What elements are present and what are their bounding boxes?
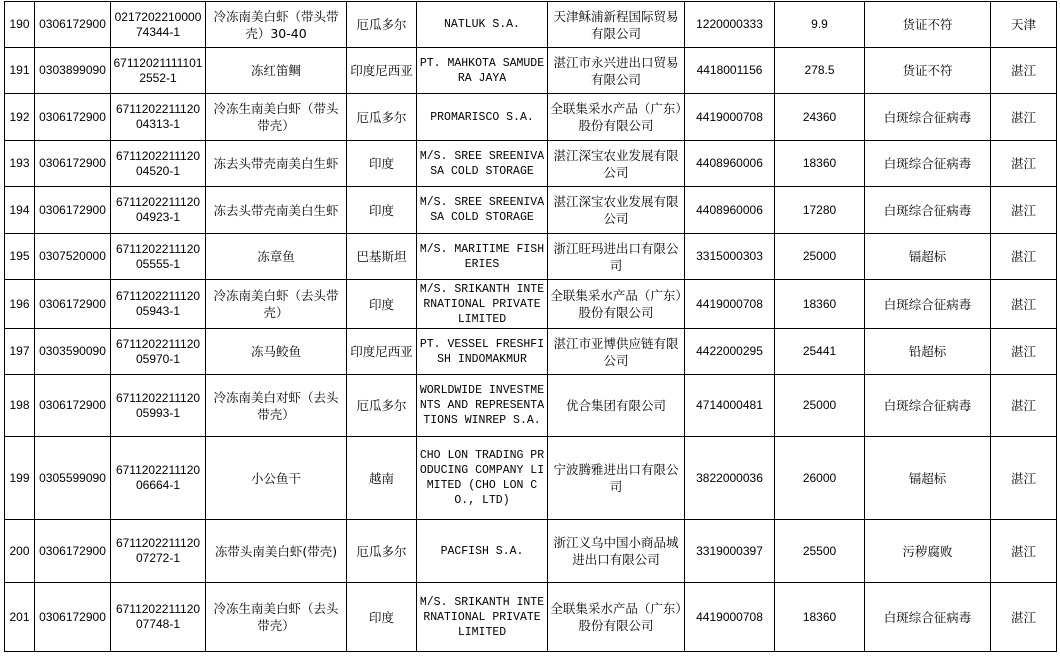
cell-producer: [417, 141, 548, 187]
cell-seq: [5, 2, 35, 48]
cell-origin: [347, 2, 417, 48]
cell-port: [991, 2, 1057, 48]
cell-product-text: 冻红笛鲷: [250, 63, 301, 78]
cell-port: [991, 437, 1057, 520]
cell-importer: [548, 94, 685, 141]
cell-producer-text: PT. VESSEL FRESHFISH INDOMAKMUR: [419, 337, 545, 366]
cell-origin-text: 印度: [368, 156, 394, 171]
cell-reason: [865, 520, 991, 583]
cell-hs-code-text: 0303899090: [39, 63, 106, 77]
cell-importer-code: [685, 437, 775, 520]
cell-declaration-no: [111, 234, 206, 280]
cell-declaration-no-text: 671120221112005943-1: [115, 289, 201, 318]
cell-hs-code-text: 0306172900: [39, 543, 106, 558]
cell-seq: [5, 329, 35, 375]
cell-hs-code: [35, 583, 111, 652]
cell-origin-text: 印度尼西亚: [350, 344, 413, 359]
records-body: [5, 2, 1057, 652]
cell-producer: [417, 437, 548, 520]
cell-producer-text: WORLDWIDE INVESTMENTS AND REPRESENTATIONS WINREP S.A.: [419, 384, 545, 427]
table-row: [5, 375, 1057, 437]
records-sheet: [4, 1, 1056, 662]
cell-product-text: 小公鱼干: [250, 470, 301, 486]
cell-importer-text: 全联集采水产品（广东）股份有限公司: [550, 288, 682, 320]
cell-port: [991, 375, 1057, 437]
cell-seq-text: 196: [9, 296, 30, 311]
cell-importer: [548, 437, 685, 520]
cell-weight: [775, 187, 865, 234]
cell-reason-text: 镉超标: [908, 249, 947, 264]
cell-product: [206, 280, 347, 329]
cell-declaration-no-text: 671120221112006664-1: [115, 463, 201, 492]
cell-seq: [5, 48, 35, 94]
cell-port-text: 湛江: [1010, 609, 1036, 625]
cell-producer: [417, 520, 548, 583]
cell-weight-text: 25000: [802, 398, 837, 412]
cell-declaration-no-text: 671120221112005555-1: [115, 241, 201, 271]
cell-origin: [347, 437, 417, 520]
cell-seq-text: 200: [9, 543, 30, 558]
cell-declaration-no: [111, 329, 206, 375]
cell-reason: [865, 94, 991, 141]
cell-hs-code: [35, 280, 111, 329]
cell-origin-text: 厄瓜多尔: [356, 543, 407, 559]
cell-importer-text: 全联集采水产品（广东）股份有限公司: [550, 601, 682, 633]
cell-product-text: 冷冻南美白对虾（去头带壳）: [213, 389, 339, 422]
cell-hs-code-text: 0306172900: [39, 109, 106, 124]
cell-producer-text: CHO LON TRADING PRODUCING COMPANY LIMITED (CHO LON CO., LTD): [419, 449, 545, 507]
cell-product: [206, 520, 347, 583]
cell-importer-text: 浙江义乌中国小商品城进出口有限公司: [553, 535, 679, 567]
cell-reason-text: 污秽腐败: [902, 543, 953, 559]
cell-product-text: 冻章鱼: [257, 249, 295, 264]
cell-importer-text: 湛江市亚博供应链有限公司: [553, 335, 679, 368]
cell-seq: [5, 234, 35, 280]
cell-hs-code-text: 0305599090: [39, 470, 106, 485]
cell-declaration-no-text: 671120221112004923-1: [115, 195, 201, 224]
cell-importer-code-text: 4418001156: [696, 63, 763, 77]
cell-seq: [5, 141, 35, 187]
cell-weight: [775, 375, 865, 437]
cell-origin: [347, 141, 417, 187]
cell-port-text: 湛江: [1010, 296, 1036, 312]
cell-product-text: 冻马鲛鱼: [250, 344, 301, 359]
cell-importer: [548, 187, 685, 234]
cell-importer-text: 湛江市永兴进出口贸易有限公司: [553, 54, 679, 87]
cell-origin-text: 厄瓜多尔: [356, 398, 407, 413]
cell-declaration-no-text: 671120221112007748-1: [115, 602, 201, 631]
cell-product: [206, 234, 347, 280]
cell-hs-code: [35, 48, 111, 94]
cell-reason-text: 白斑综合征病毒: [883, 156, 972, 171]
table-row: [5, 94, 1057, 141]
cell-declaration-no-text: 671120221112004313-1: [115, 102, 201, 131]
cell-declaration-no: [111, 94, 206, 141]
cell-weight: [775, 141, 865, 187]
cell-producer: [417, 187, 548, 234]
cell-hs-code: [35, 234, 111, 280]
cell-importer-code: [685, 583, 775, 652]
table-row: [5, 583, 1057, 652]
cell-seq-text: 195: [9, 249, 30, 263]
cell-reason: [865, 329, 991, 375]
cell-seq-text: 194: [9, 202, 30, 217]
cell-seq: [5, 280, 35, 329]
cell-hs-code-text: 0307520000: [39, 249, 106, 263]
cell-hs-code-text: 0306172900: [39, 296, 106, 311]
cell-seq: [5, 437, 35, 520]
cell-importer-code-text: 4408960006: [696, 156, 763, 170]
cell-origin: [347, 375, 417, 437]
cell-hs-code-text: 0306172900: [39, 202, 106, 217]
cell-seq: [5, 187, 35, 234]
cell-weight-text: 17280: [802, 202, 837, 217]
cell-weight-text: 24360: [802, 109, 837, 124]
cell-declaration-no: [111, 280, 206, 329]
cell-weight-text: 26000: [802, 470, 837, 485]
cell-declaration-no-text: 671120221112007272-1: [115, 536, 201, 565]
cell-importer-code: [685, 280, 775, 329]
cell-importer: [548, 234, 685, 280]
cell-port-text: 湛江: [1010, 109, 1036, 125]
cell-port: [991, 329, 1057, 375]
cell-seq: [5, 520, 35, 583]
cell-reason-text: 镉超标: [908, 470, 947, 486]
cell-port: [991, 520, 1057, 583]
cell-product: [206, 375, 347, 437]
cell-weight: [775, 583, 865, 652]
cell-hs-code: [35, 187, 111, 234]
cell-declaration-no: [111, 375, 206, 437]
cell-reason: [865, 375, 991, 437]
cell-importer-code-text: 3822000036: [696, 470, 763, 485]
cell-importer: [548, 280, 685, 329]
cell-declaration-no: [111, 187, 206, 234]
cell-producer: [417, 234, 548, 280]
cell-declaration-no: [111, 48, 206, 94]
cell-hs-code: [35, 437, 111, 520]
cell-weight: [775, 329, 865, 375]
cell-importer-code-text: 3315000303: [696, 249, 763, 263]
cell-importer-code-text: 4408960006: [696, 202, 763, 217]
cell-importer-code-text: 1220000333: [696, 17, 763, 31]
cell-producer: [417, 375, 548, 437]
cell-weight-text: 9.9: [811, 17, 828, 31]
cell-port-text: 湛江: [1010, 249, 1036, 264]
cell-producer-text: PT. MAHKOTA SAMUDERA JAYA: [419, 56, 545, 85]
cell-port: [991, 48, 1057, 94]
cell-reason: [865, 141, 991, 187]
cell-weight-text: 25500: [802, 543, 837, 558]
cell-hs-code: [35, 2, 111, 48]
cell-declaration-no-text: 671120221112005993-1: [115, 390, 201, 420]
cell-port-text: 湛江: [1010, 344, 1036, 359]
cell-origin-text: 印度: [368, 202, 394, 218]
cell-producer-text: PROMARISCO S.A.: [430, 110, 534, 124]
cell-product: [206, 48, 347, 94]
cell-importer-text: 优合集团有限公司: [565, 398, 666, 413]
cell-origin: [347, 520, 417, 583]
cell-seq: [5, 94, 35, 141]
cell-importer-code-text: 4714000481: [696, 398, 763, 412]
cell-weight-text: 18360: [802, 156, 837, 170]
cell-seq: [5, 375, 35, 437]
cell-declaration-no-text: 671120211111012552-1: [113, 55, 203, 85]
cell-hs-code: [35, 520, 111, 583]
cell-declaration-no: [111, 583, 206, 652]
cell-product-text: 冻去头带壳南美白生虾: [213, 156, 339, 171]
cell-origin-text: 厄瓜多尔: [356, 109, 407, 125]
cell-port: [991, 583, 1057, 652]
cell-importer: [548, 48, 685, 94]
cell-importer: [548, 375, 685, 437]
cell-origin-text: 厄瓜多尔: [356, 17, 407, 32]
cell-reason: [865, 234, 991, 280]
cell-reason: [865, 437, 991, 520]
cell-hs-code: [35, 141, 111, 187]
cell-port: [991, 280, 1057, 329]
cell-seq-text: 190: [9, 17, 30, 31]
cell-seq-text: 198: [9, 398, 30, 412]
cell-origin: [347, 187, 417, 234]
cell-port: [991, 141, 1057, 187]
cell-reason: [865, 48, 991, 94]
cell-weight: [775, 2, 865, 48]
cell-hs-code-text: 0306172900: [39, 609, 106, 624]
cell-importer-code-text: 4419000708: [696, 609, 763, 624]
cell-hs-code-text: 0306172900: [39, 156, 106, 170]
cell-reason: [865, 280, 991, 329]
cell-weight: [775, 437, 865, 520]
cell-product: [206, 94, 347, 141]
cell-importer: [548, 2, 685, 48]
cell-product: [206, 187, 347, 234]
cell-importer-code: [685, 375, 775, 437]
cell-port: [991, 94, 1057, 141]
cell-product: [206, 2, 347, 48]
cell-declaration-no: [111, 141, 206, 187]
cell-importer-code: [685, 234, 775, 280]
cell-importer: [548, 141, 685, 187]
cell-port-text: 湛江: [1010, 202, 1036, 218]
cell-producer-text: M/S. SRIKANTH INTERNATIONAL PRIVATE LIMITED: [419, 282, 545, 326]
cell-origin: [347, 94, 417, 141]
cell-port-text: 湛江: [1010, 543, 1036, 559]
cell-seq-text: 192: [9, 109, 30, 124]
cell-reason: [865, 187, 991, 234]
cell-producer-text: M/S. SRIKANTH INTERNATIONAL PRIVATE LIMITED: [419, 595, 545, 639]
cell-importer-code: [685, 329, 775, 375]
cell-hs-code-text: 0306172900: [39, 17, 106, 31]
cell-importer-text: 全联集采水产品（广东）股份有限公司: [550, 101, 682, 133]
cell-importer: [548, 520, 685, 583]
cell-weight: [775, 94, 865, 141]
table-row: [5, 280, 1057, 329]
table-row: [5, 234, 1057, 280]
cell-product: [206, 329, 347, 375]
cell-importer-code: [685, 48, 775, 94]
cell-hs-code: [35, 94, 111, 141]
cell-port-text: 湛江: [1010, 156, 1036, 171]
cell-product: [206, 437, 347, 520]
cell-hs-code: [35, 375, 111, 437]
cell-importer: [548, 329, 685, 375]
cell-importer-code: [685, 520, 775, 583]
cell-importer-code: [685, 94, 775, 141]
cell-product: [206, 141, 347, 187]
cell-seq-text: 201: [9, 609, 30, 624]
cell-weight: [775, 520, 865, 583]
cell-producer: [417, 583, 548, 652]
cell-producer: [417, 48, 548, 94]
cell-hs-code-text: 0303590090: [39, 344, 106, 358]
cell-port-text: 湛江: [1010, 470, 1036, 486]
cell-importer: [548, 583, 685, 652]
cell-declaration-no: [111, 520, 206, 583]
table-row: [5, 520, 1057, 583]
cell-producer: [417, 329, 548, 375]
cell-producer: [417, 280, 548, 329]
cell-importer-text: 天津稣浦新程国际贸易有限公司: [553, 8, 679, 41]
cell-importer-code-text: 4419000708: [696, 109, 763, 124]
cell-origin-text: 印度尼西亚: [350, 63, 413, 78]
cell-producer-text: M/S. MARITIME FISHERIES: [419, 242, 545, 271]
table-row: [5, 141, 1057, 187]
cell-port: [991, 187, 1057, 234]
cell-product-text: 冻去头带壳南美白生虾: [213, 202, 339, 218]
cell-origin-text: 巴基斯坦: [356, 249, 407, 264]
cell-reason-text: 白斑综合征病毒: [883, 609, 972, 625]
cell-weight: [775, 234, 865, 280]
cell-importer-code-text: 4422000295: [696, 344, 763, 358]
cell-importer-text: 湛江深宝农业发展有限公司: [553, 147, 679, 180]
cell-weight-text: 18360: [802, 296, 837, 311]
table-row: [5, 48, 1057, 94]
records-table: [4, 1, 1057, 652]
cell-seq-text: 193: [9, 156, 30, 170]
table-row: [5, 437, 1057, 520]
cell-seq-text: 197: [9, 344, 30, 358]
cell-seq-text: 191: [9, 63, 30, 77]
cell-hs-code-text: 0306172900: [39, 398, 106, 412]
cell-reason-text: 货证不符: [902, 17, 953, 32]
cell-importer-code-text: 4419000708: [696, 296, 763, 311]
cell-port-text: 天津: [1010, 17, 1036, 32]
cell-producer-text: M/S. SREE SREENIVASA COLD STORAGE: [419, 196, 545, 224]
cell-producer: [417, 2, 548, 48]
cell-weight-text: 18360: [802, 609, 837, 624]
cell-seq-text: 199: [9, 470, 30, 485]
cell-importer-text: 宁波腾雅进出口有限公司: [553, 462, 679, 494]
cell-producer-text: M/S. SREE SREENIVASA COLD STORAGE: [419, 149, 545, 178]
cell-seq: [5, 583, 35, 652]
cell-port-text: 湛江: [1010, 398, 1036, 413]
cell-reason: [865, 583, 991, 652]
cell-importer-text: 浙江旺玛进出口有限公司: [553, 240, 679, 273]
cell-reason-text: 白斑综合征病毒: [883, 109, 972, 125]
cell-declaration-no-text: 671120221112004520-1: [115, 148, 201, 178]
cell-reason-text: 白斑综合征病毒: [883, 398, 972, 413]
cell-reason-text: 白斑综合征病毒: [883, 296, 972, 312]
cell-producer-text: PACFISH S.A.: [440, 544, 524, 558]
cell-product-text: 冷冻生南美白虾（去头带壳）: [213, 601, 339, 633]
cell-port-text: 湛江: [1010, 63, 1036, 78]
cell-product-text: 冻带头南美白虾(带壳): [214, 543, 338, 559]
cell-product: [206, 583, 347, 652]
cell-product-text: 冷冻南美白虾（去头带壳）: [213, 288, 339, 320]
cell-declaration-no: [111, 2, 206, 48]
cell-origin: [347, 48, 417, 94]
cell-product-text: 冷冻南美白虾（带头带壳）30-40: [213, 8, 339, 41]
cell-origin: [347, 583, 417, 652]
table-row: [5, 187, 1057, 234]
cell-origin-text: 越南: [368, 470, 394, 486]
cell-origin: [347, 329, 417, 375]
cell-port: [991, 234, 1057, 280]
cell-declaration-no-text: 671120221112005970-1: [115, 336, 201, 366]
cell-weight-text: 25441: [802, 344, 837, 358]
cell-origin-text: 印度: [368, 296, 394, 312]
cell-reason-text: 货证不符: [902, 63, 953, 78]
cell-weight: [775, 48, 865, 94]
cell-weight: [775, 280, 865, 329]
table-row: [5, 329, 1057, 375]
cell-reason-text: 白斑综合征病毒: [883, 202, 972, 218]
cell-origin: [347, 280, 417, 329]
cell-importer-code-text: 3319000397: [696, 543, 763, 558]
cell-product-text: 冷冻生南美白虾（带头带壳）: [213, 101, 339, 133]
cell-origin: [347, 234, 417, 280]
cell-hs-code: [35, 329, 111, 375]
cell-declaration-no-text: 021720221000074344-1: [114, 9, 202, 39]
cell-producer: [417, 94, 548, 141]
cell-weight-text: 25000: [802, 249, 837, 263]
cell-reason: [865, 2, 991, 48]
cell-declaration-no: [111, 437, 206, 520]
table-row: [5, 2, 1057, 48]
cell-importer-code: [685, 2, 775, 48]
cell-importer-code: [685, 187, 775, 234]
cell-importer-text: 湛江深宝农业发展有限公司: [553, 194, 679, 226]
cell-importer-code: [685, 141, 775, 187]
cell-weight-text: 278.5: [804, 63, 835, 77]
cell-reason-text: 铅超标: [908, 344, 947, 359]
cell-producer-text: NATLUK S.A.: [444, 18, 520, 31]
cell-origin-text: 印度: [368, 609, 394, 625]
